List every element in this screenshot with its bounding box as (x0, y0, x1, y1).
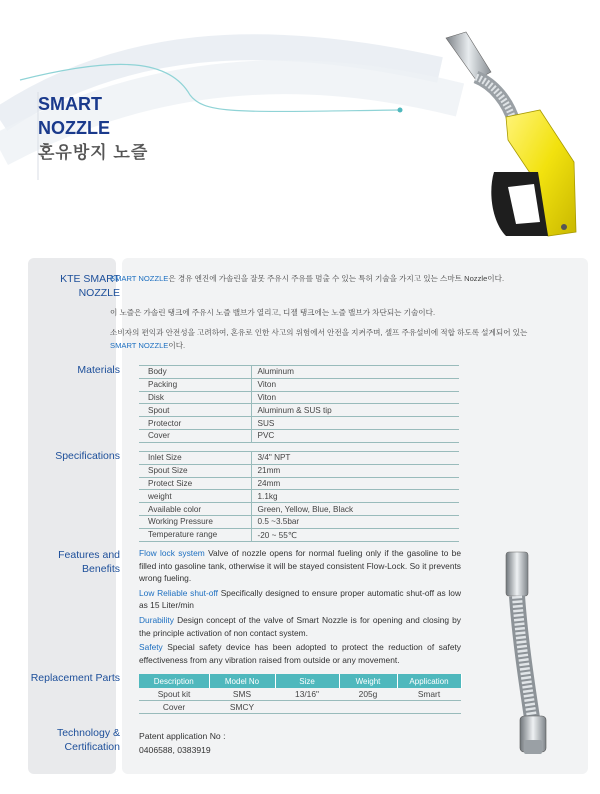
spec-row (139, 528, 459, 541)
title-smart: SMART (38, 94, 102, 114)
title-nozzle: NOZZLE (38, 118, 110, 138)
label-technology: Technology & Certification (56, 727, 120, 753)
materials-row-key: Protector (139, 417, 251, 430)
intro-text: 은 경유 엔진에 가솔린을 잘못 주유시 주유를 멈출 수 있는 특허 기술을 가지고 있는 스마트 Nozzle이다. (168, 274, 505, 283)
feature-title: Low Reliable shut-off (139, 587, 218, 598)
intro-paragraph-2: 이 노즐은 가솔린 탱크에 주유시 노즐 밸브가 열리고, 디젤 탱크에는 노즐 밸브가 차단되는 기술이다. (110, 308, 436, 317)
spec-row (139, 452, 459, 465)
parts-cell (339, 701, 397, 714)
specifications-table (139, 451, 459, 542)
patent-label: Patent application No : (139, 731, 226, 741)
materials-row-value: SUS (251, 417, 459, 430)
spec-row (139, 477, 459, 490)
intro-highlight: SMART NOZZLE (110, 341, 169, 350)
spec-row (139, 464, 459, 477)
label-kte-text: KTE SMART NOZZLE (60, 273, 120, 299)
spec-row (139, 503, 459, 516)
intro-text: 소비자의 편익과 안전성을 고려하여, 혼유로 인한 사고의 위험에서 안전을 지켜주며, 셀프 주유설비에 적합 하도록 설계되어 있는 (110, 328, 528, 337)
materials-row (139, 391, 459, 404)
parts-cell: SMCY (209, 701, 275, 714)
label-replacement: Replacement Parts (30, 672, 120, 684)
intro-highlight: SMART NOZZLE (110, 274, 169, 283)
materials-row (139, 417, 459, 430)
intro-paragraph-3 (110, 326, 550, 352)
parts-cell: Smart (397, 688, 461, 701)
spec-row-key: Spout Size (139, 464, 251, 477)
intro-paragraph-1 (110, 272, 550, 285)
parts-row (139, 701, 461, 714)
spec-row-value: 1.1kg (251, 490, 459, 503)
patent-numbers: 0406588, 0383919 (139, 745, 211, 755)
materials-row-value: Aluminum & SUS tip (251, 404, 459, 417)
spec-row-key: Working Pressure (139, 515, 251, 528)
label-column (28, 258, 116, 774)
spec-row (139, 490, 459, 503)
materials-row-key: Spout (139, 404, 251, 417)
materials-row-key: Packing (139, 378, 251, 391)
feature-title: Flow lock system (139, 548, 205, 558)
parts-header-cell: Description (139, 674, 209, 688)
feature-text: Valve of nozzle opens for normal fueling only if the gasoline to be filled into gasoline tank, otherwise it will be stayed consistent Flow-Lock. So it prevents wrong fueling. (139, 548, 461, 584)
spec-row-key: Protect Size (139, 477, 251, 490)
features-list (139, 547, 461, 668)
feature-item (139, 547, 461, 585)
spout-kit-image (498, 548, 568, 760)
parts-cell (275, 701, 339, 714)
feature-text: Special safety device has been adopted to protect the reduction of safety effectiveness from any vibration raised from outside or any movement. (139, 642, 461, 665)
parts-cell (397, 701, 461, 714)
spec-row-key: weight (139, 490, 251, 503)
spec-row-key: Inlet Size (139, 452, 251, 465)
materials-row (139, 429, 459, 442)
label-materials: Materials (77, 364, 120, 376)
materials-row-key: Cover (139, 429, 251, 442)
replacement-parts-table (139, 674, 462, 714)
title-korean: 혼유방지 노즐 (38, 143, 149, 162)
technology-info (139, 729, 225, 757)
parts-cell: Spout kit (139, 688, 209, 701)
feature-title: Safety (139, 642, 163, 653)
materials-row-value: Aluminum (251, 366, 459, 379)
spec-row-key: Temperature range (139, 528, 251, 541)
feature-title: Durability (139, 614, 174, 625)
materials-row-value: PVC (251, 429, 459, 442)
feature-item (139, 641, 461, 666)
materials-row (139, 378, 459, 391)
materials-row-key: Disk (139, 391, 251, 404)
yellow-nozzle-image (436, 22, 586, 254)
spec-row-value: 3/4" NPT (251, 452, 459, 465)
spec-row-key: Available color (139, 503, 251, 516)
label-kte-smart-nozzle (30, 272, 120, 300)
spec-row (139, 515, 459, 528)
feature-item (139, 587, 461, 612)
feature-text: Design concept of the valve of Smart Nozzle is for opening and closing by the principle activation of non contact system. (139, 614, 461, 638)
label-specifications: Specifications (55, 450, 120, 462)
parts-cell: 205g (339, 688, 397, 701)
materials-row (139, 404, 459, 417)
parts-cell: Cover (139, 701, 209, 714)
parts-header-cell: Size (275, 674, 339, 688)
parts-row (139, 688, 461, 701)
intro-text: 이다. (168, 341, 186, 350)
feature-text: Specifically designed to ensure proper automatic shut-off as low as 15 Liter/min (139, 587, 461, 611)
parts-header-cell: Application (397, 674, 461, 688)
materials-row-value: Viton (251, 391, 459, 404)
parts-header-cell: Weight (339, 674, 397, 688)
label-features: Features and Benefits (58, 549, 120, 575)
materials-row (139, 366, 459, 379)
spec-row-value: 0.5 ~3.5bar (251, 515, 459, 528)
materials-row-value: Viton (251, 378, 459, 391)
materials-table (139, 365, 459, 443)
spec-row-value: 24mm (251, 477, 459, 490)
spec-row-value: -20 ~ 55℃ (251, 528, 459, 541)
spec-row-value: 21mm (251, 464, 459, 477)
parts-cell: 13/16" (275, 688, 339, 701)
parts-header-cell: Model No (209, 674, 275, 688)
title-block (38, 92, 148, 166)
parts-cell: SMS (209, 688, 275, 701)
materials-row-key: Body (139, 366, 251, 379)
spec-row-value: Green, Yellow, Blue, Black (251, 503, 459, 516)
feature-item (139, 614, 461, 639)
